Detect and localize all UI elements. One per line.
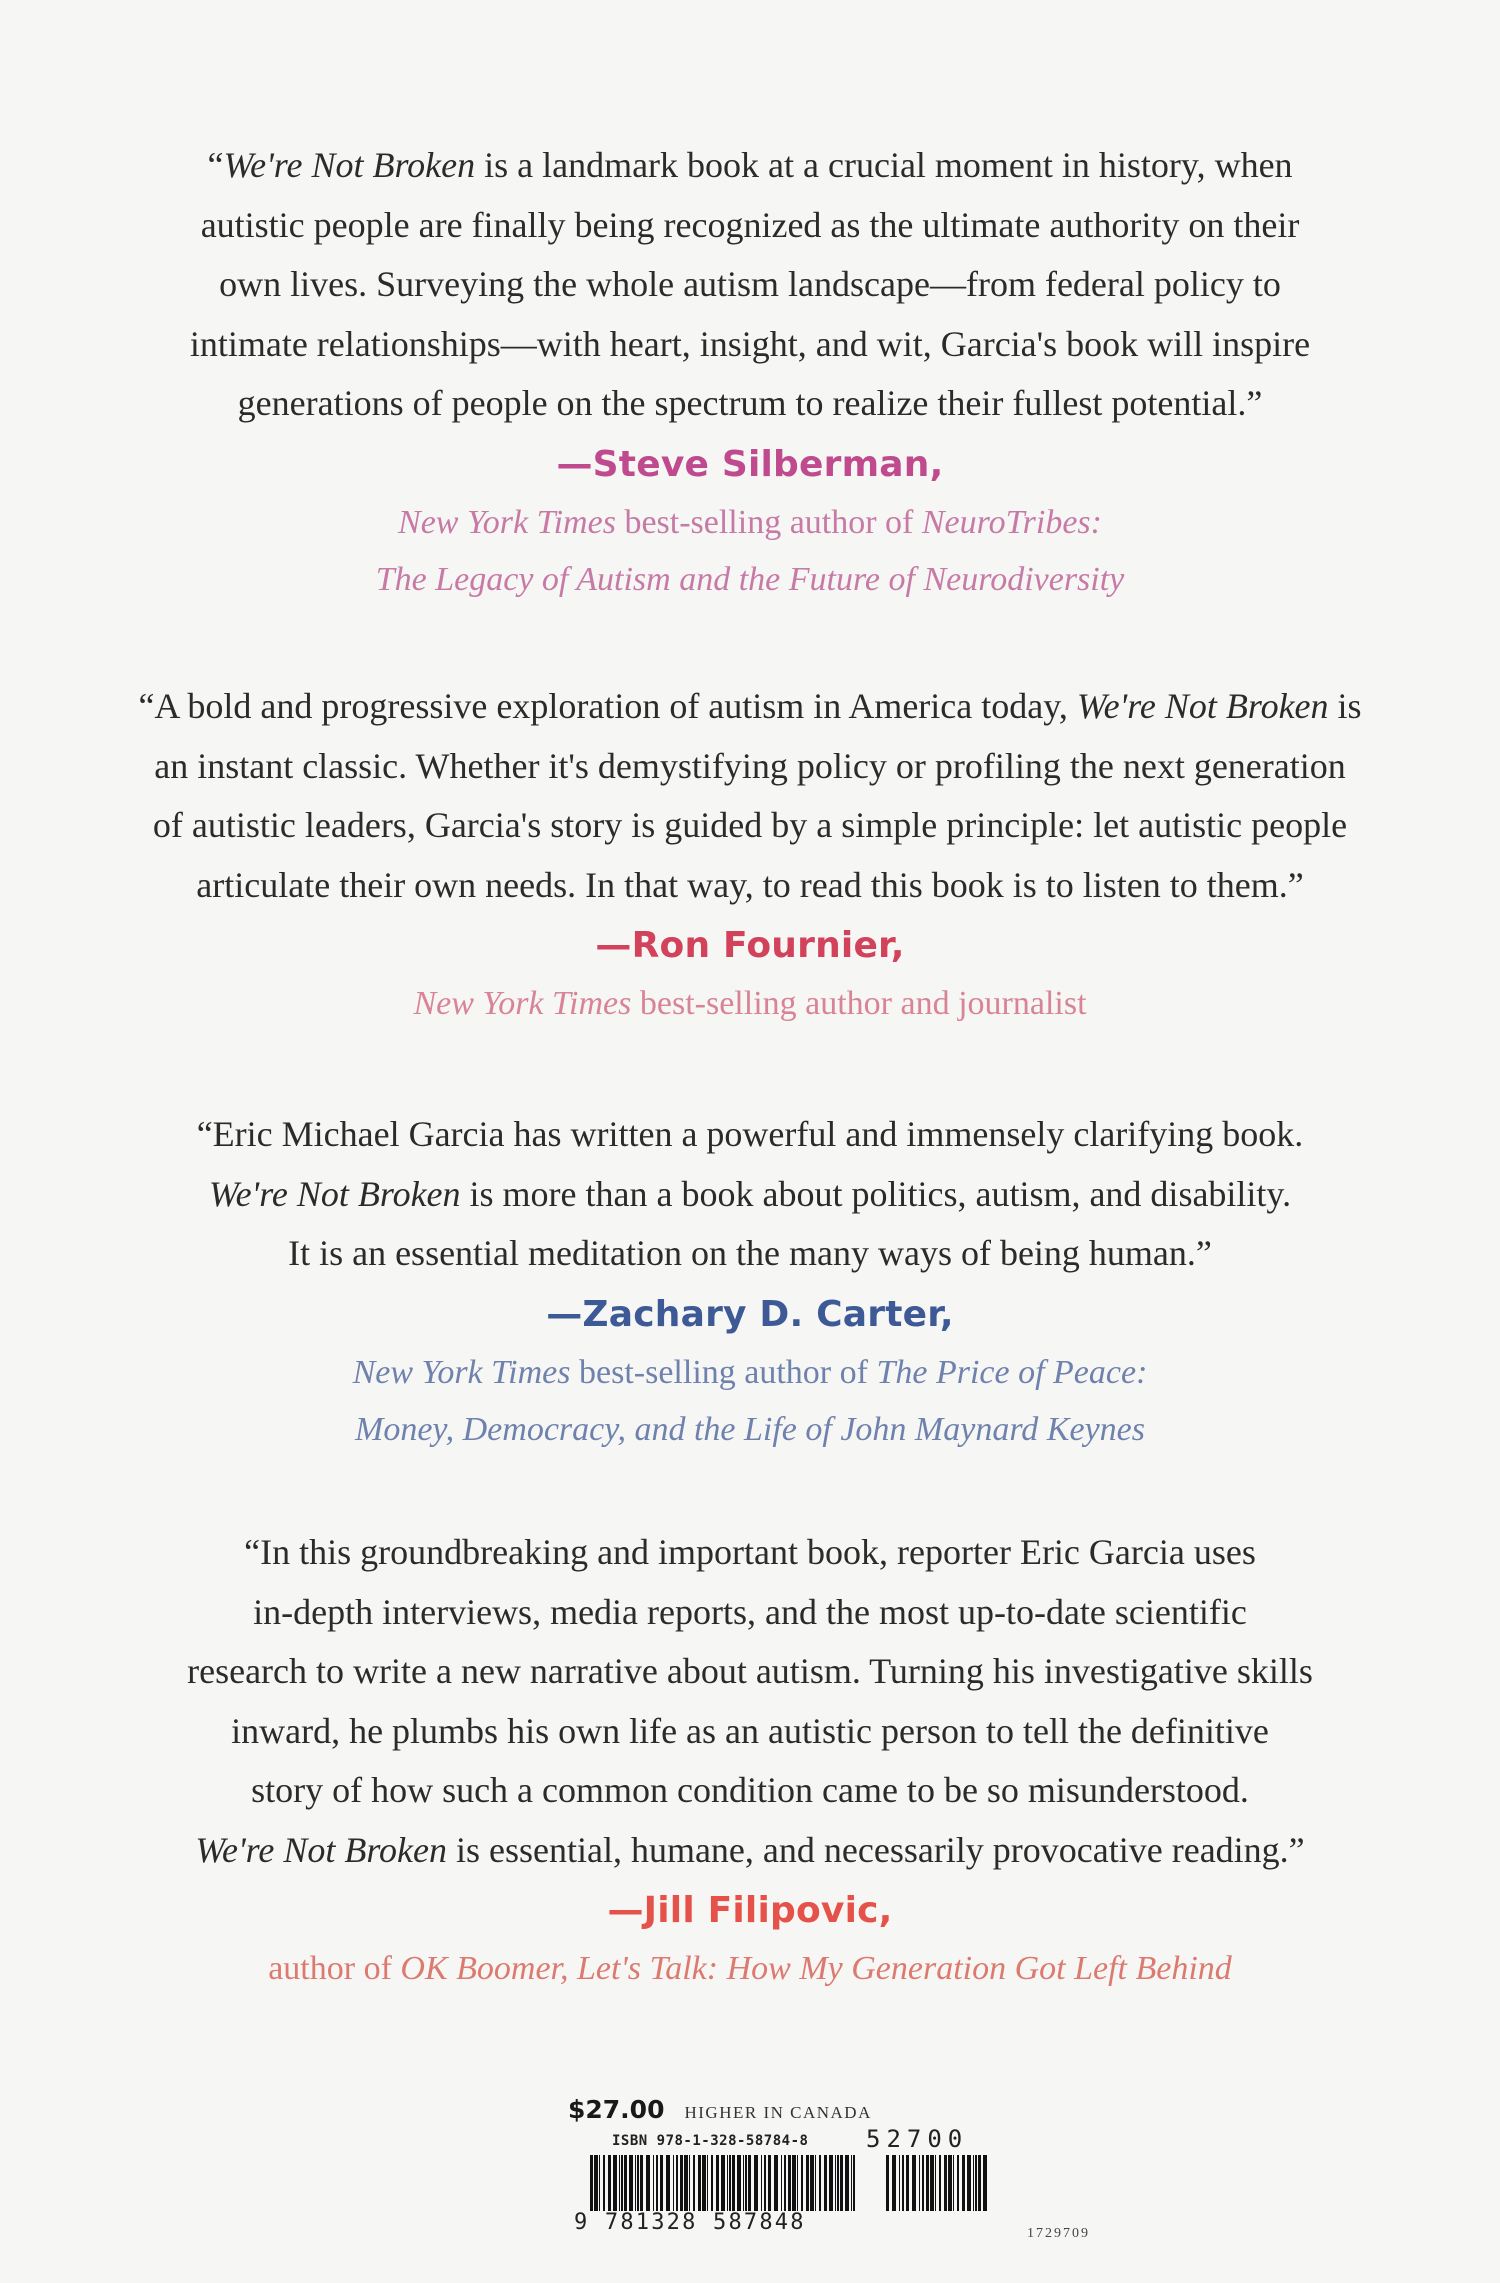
quote-line: “In this groundbreaking and important book, reporter Eric Garcia uses xyxy=(244,1532,1256,1572)
barcode-bar xyxy=(845,2155,849,2211)
attribution-role xyxy=(0,494,1500,551)
barcode-bar xyxy=(835,2155,836,2211)
barcode-bar xyxy=(892,2155,896,2211)
role-italic: The Price of Peace: xyxy=(876,1353,1148,1391)
price-code: 52700 xyxy=(866,2125,969,2153)
quote-line xyxy=(0,677,1500,737)
quote-text: is more than a book about politics, autism, and disability. xyxy=(460,1173,1292,1214)
role-italic: New York Times xyxy=(352,1353,571,1391)
quote-line xyxy=(0,1165,1500,1225)
barcode-bar xyxy=(629,2155,633,2211)
book-title-italic: We're Not Broken xyxy=(223,145,476,185)
quote-line: in-depth interviews, media reports, and the most up-to-date scientific xyxy=(253,1591,1247,1632)
barcode-bar xyxy=(962,2155,965,2211)
barcode-bar xyxy=(912,2155,916,2211)
role-text: best-selling author and journalist xyxy=(631,985,1087,1022)
barcode-bar xyxy=(732,2155,735,2211)
barcode-bar xyxy=(774,2155,778,2211)
barcode-bar xyxy=(619,2155,620,2211)
attribution-name: —Ron Fournier, xyxy=(595,925,905,966)
barcode-addon-icon xyxy=(886,2155,990,2211)
blurb-silberman xyxy=(0,136,1500,608)
quote-line: It is an essential meditation on the many ways of being human.” xyxy=(288,1233,1212,1273)
barcode-bar xyxy=(689,2155,690,2211)
barcode-bar xyxy=(624,2155,627,2211)
barcode-bar xyxy=(797,2155,798,2211)
barcode-bar xyxy=(716,2155,719,2211)
quote-line: own lives. Surveying the whole autism landscape—from federal policy to xyxy=(219,264,1281,304)
barcode-bar xyxy=(824,2155,827,2211)
barcode-bar xyxy=(721,2155,725,2211)
barcode-bar xyxy=(983,2155,987,2211)
attribution-name: —Zachary D. Carter, xyxy=(546,1293,954,1335)
price: $27.00 xyxy=(568,2095,665,2124)
barcode-bar xyxy=(953,2155,954,2211)
barcode-bar xyxy=(801,2155,803,2211)
role-italic: The Legacy of Autism and the Future of Neurodiversity xyxy=(375,560,1125,598)
barcode-bar xyxy=(792,2155,796,2211)
barcode-bar xyxy=(819,2155,821,2211)
barcode-bar xyxy=(599,2155,600,2211)
attribution-name: —Jill Filipovic, xyxy=(607,1890,893,1931)
attribution-role xyxy=(0,551,1500,608)
quote-text: is xyxy=(1328,686,1362,726)
quote-line: articulate their own needs. In that way, to read this book is to listen to them.” xyxy=(196,864,1304,905)
barcode-bar xyxy=(637,2155,639,2211)
barcode-bar xyxy=(957,2155,959,2211)
attribution-role xyxy=(0,1344,1500,1401)
barcode-bar xyxy=(673,2155,674,2211)
barcode-bar xyxy=(640,2155,643,2211)
barcode-bar xyxy=(603,2155,605,2211)
book-title-italic: We're Not Broken xyxy=(195,1829,447,1870)
role-italic: OK Boomer, Let's Talk: How My Generation Got Left Behind xyxy=(400,1950,1232,1987)
quote-text: is a landmark book at a crucial moment in history, when xyxy=(475,145,1293,185)
price-row xyxy=(568,2095,872,2124)
barcode-bar xyxy=(711,2155,713,2211)
barcode-bar xyxy=(840,2155,843,2211)
quote-line: of autistic leaders, Garcia's story is guided by a simple principle: let autistic people xyxy=(152,805,1348,845)
barcode-bar xyxy=(707,2155,708,2211)
barcode-bar xyxy=(902,2155,904,2211)
quote-line: “Eric Michael Garcia has written a powerful and immensely clarifying book. xyxy=(196,1114,1304,1154)
barcode-bar xyxy=(646,2155,650,2211)
barcode-bar xyxy=(684,2155,688,2211)
barcode-bar xyxy=(948,2155,952,2211)
role-italic: New York Times xyxy=(398,503,616,541)
barcode-bar xyxy=(837,2155,839,2211)
barcode-bar xyxy=(788,2155,791,2211)
barcode-bar xyxy=(743,2155,744,2211)
barcode-bar xyxy=(829,2155,833,2211)
quote-text: is essential, humane, and necessarily provocative reading.” xyxy=(446,1829,1305,1870)
role-italic: New York Times xyxy=(413,985,632,1022)
barcode-bar xyxy=(967,2155,971,2211)
isbn: ISBN 978-1-328-58784-8 xyxy=(612,2133,809,2149)
barcode-bar xyxy=(764,2155,766,2211)
attribution-name: —Steve Silberman, xyxy=(556,443,944,485)
barcode-bar xyxy=(737,2155,741,2211)
price-note: HIGHER IN CANADA xyxy=(684,2103,872,2122)
role-italic: NeuroTribes: xyxy=(921,503,1102,541)
barcode-bar xyxy=(693,2155,695,2211)
barcode-bar xyxy=(666,2155,670,2211)
barcode-bar xyxy=(702,2155,706,2211)
barcode-bar xyxy=(621,2155,623,2211)
barcode-bar xyxy=(698,2155,701,2211)
quote-line: an instant classic. Whether it's demystifying policy or profiling the next generation xyxy=(154,745,1346,786)
barcode-bar xyxy=(935,2155,936,2211)
stamp-number: 1729709 xyxy=(1027,2226,1090,2241)
blurb-fournier xyxy=(0,677,1500,1032)
role-italic: Money, Democracy, and the Life of John Maynard Keynes xyxy=(355,1410,1145,1448)
barcode-bar xyxy=(727,2155,728,2211)
quote-text: “A bold and progressive exploration of autism in America today, xyxy=(138,686,1077,726)
barcode-bar xyxy=(944,2155,947,2211)
role-text: best-selling author of xyxy=(615,503,922,541)
role-text: author of xyxy=(268,1950,401,1987)
quote-line: intimate relationships—with heart, insight, and wit, Garcia's book will inspire xyxy=(189,323,1311,364)
blurb-filipovic xyxy=(0,1523,1500,1997)
barcode-bar xyxy=(748,2155,751,2211)
barcode-bar xyxy=(815,2155,816,2211)
barcode-bar xyxy=(919,2155,920,2211)
barcode-bar xyxy=(886,2155,889,2211)
quote-line: inward, he plumbs his own life as an autistic person to tell the definitive xyxy=(231,1710,1269,1751)
barcode-bar xyxy=(608,2155,611,2211)
barcode-bar xyxy=(656,2155,658,2211)
barcode-digits: 9 781328 587848 xyxy=(574,2210,806,2235)
book-title-italic: We're Not Broken xyxy=(208,1173,461,1214)
barcode-bar xyxy=(851,2155,852,2211)
book-title-italic: We're Not Broken xyxy=(1076,686,1329,726)
attribution-role xyxy=(0,1401,1500,1458)
role-text: best-selling author of xyxy=(570,1353,877,1391)
barcode-bar xyxy=(745,2155,747,2211)
barcode-bar xyxy=(930,2155,934,2211)
quote-line xyxy=(0,1821,1500,1881)
barcode-bar xyxy=(680,2155,683,2211)
barcode-bar xyxy=(761,2155,762,2211)
barcode-bar xyxy=(635,2155,636,2211)
quote-line: generations of people on the spectrum to realize their fullest potential.” xyxy=(237,383,1263,423)
barcode-bar xyxy=(906,2155,909,2211)
barcode-bar xyxy=(922,2155,924,2211)
barcode-bar xyxy=(975,2155,977,2211)
attribution-role xyxy=(0,975,1500,1032)
barcode-bar xyxy=(806,2155,809,2211)
barcode-bar xyxy=(729,2155,731,2211)
attribution-role xyxy=(0,1940,1500,1997)
barcode-bar xyxy=(973,2155,974,2211)
barcode-bar xyxy=(939,2155,941,2211)
barcode-bar xyxy=(853,2155,855,2211)
barcode-bar xyxy=(754,2155,758,2211)
barcode-bar xyxy=(781,2155,782,2211)
barcode-main-icon xyxy=(590,2155,856,2211)
quote-line: autistic people are finally being recognized as the ultimate authority on their xyxy=(200,204,1300,245)
barcode-bar xyxy=(613,2155,617,2211)
barcode-bar xyxy=(810,2155,814,2211)
barcode-bar xyxy=(594,2155,598,2211)
quote-line: “We're Not Broken is a landmark book at a crucial moment in history, when xyxy=(207,145,1293,185)
barcode-bar xyxy=(784,2155,786,2211)
barcode-bar xyxy=(676,2155,678,2211)
barcode-bar xyxy=(653,2155,654,2211)
quote-line: story of how such a common condition came to be so misunderstood. xyxy=(251,1770,1249,1810)
barcode-bar xyxy=(590,2155,593,2211)
blurb-carter xyxy=(0,1105,1500,1458)
barcode-bar xyxy=(660,2155,663,2211)
barcode-bar xyxy=(768,2155,771,2211)
barcode-bar xyxy=(899,2155,900,2211)
quote-line: research to write a new narrative about autism. Turning his investigative skills xyxy=(187,1651,1313,1691)
barcode-bar xyxy=(978,2155,981,2211)
barcode-bar xyxy=(926,2155,929,2211)
